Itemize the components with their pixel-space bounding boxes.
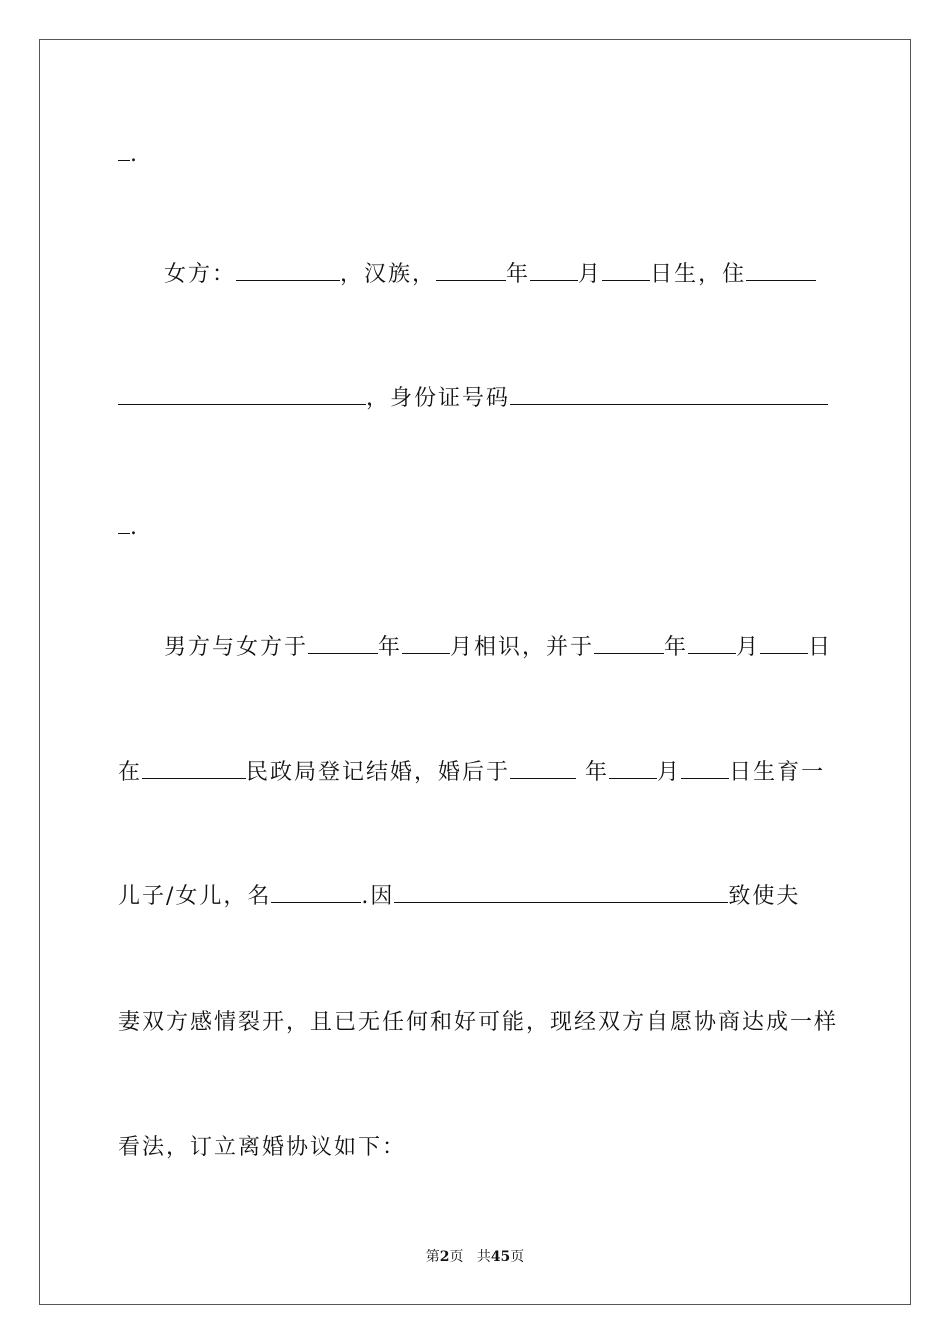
text-segment: . (130, 515, 139, 540)
doc-line-6 (118, 758, 833, 788)
text-segment: 妻双方感情裂开，且已无任何和好可能，现经双方自愿协商达成一样 (118, 1010, 839, 1035)
doc-line-1 (118, 140, 833, 170)
page-border (39, 39, 911, 1305)
text-segment: ，汉族， (340, 262, 437, 287)
text-segment: 年 (664, 635, 689, 660)
doc-line-7 (118, 882, 833, 912)
doc-line-2 (118, 260, 833, 290)
doc-line-4 (118, 513, 833, 543)
text-segment: 致使夫 (728, 884, 801, 909)
blank-field (594, 633, 664, 654)
text-segment: . (130, 142, 139, 167)
text-segment: 女方： (164, 262, 237, 287)
text-segment: 民政局登记结婚，婚后于 (246, 760, 511, 785)
blank-field (510, 758, 576, 779)
page-suffix: 页 (449, 1249, 464, 1265)
text-segment: 在 (118, 760, 143, 785)
blank-field (142, 758, 246, 779)
blank-field (271, 882, 361, 903)
doc-line-8 (118, 1008, 839, 1038)
blank-field (402, 633, 450, 654)
blank-field (530, 260, 578, 281)
blank-field (746, 260, 816, 281)
text-segment: 月 (657, 760, 682, 785)
total-prefix: 共 (476, 1249, 491, 1265)
text-segment: 儿子/女儿，名 (118, 884, 272, 909)
blank-field (510, 384, 828, 405)
blank-field (609, 758, 657, 779)
blank-field (118, 384, 366, 405)
text-segment: 月 (578, 262, 603, 287)
blank-field (236, 260, 340, 281)
doc-line-3 (118, 384, 833, 414)
blank-field (688, 633, 736, 654)
text-segment: 日 (808, 635, 833, 660)
text-segment: 年 (506, 262, 531, 287)
blank-field (308, 633, 378, 654)
text-segment: 男方与女方于 (164, 635, 309, 660)
blank-field (760, 633, 808, 654)
text-segment: ，身份证号码 (366, 386, 511, 411)
blank-field (602, 260, 650, 281)
blank-field (681, 758, 729, 779)
page-number: 2 (439, 1249, 450, 1265)
total-pages: 45 (490, 1249, 511, 1265)
page-footer (0, 1247, 950, 1267)
text-segment: 日生育一 (729, 760, 826, 785)
blank-field (118, 513, 130, 534)
total-suffix: 页 (510, 1249, 525, 1265)
text-segment: 看法，订立离婚协议如下： (118, 1135, 407, 1160)
blank-field (436, 260, 506, 281)
page-prefix: 第 (425, 1249, 440, 1265)
text-segment: 月相识，并于 (450, 635, 595, 660)
text-segment: 年 (378, 635, 403, 660)
text-segment: 年 (585, 760, 610, 785)
text-segment: 月 (736, 635, 761, 660)
text-segment: 日生，住 (650, 262, 747, 287)
doc-line-5 (118, 633, 833, 663)
doc-line-9 (118, 1133, 833, 1163)
blank-field (394, 882, 728, 903)
blank-field (118, 140, 130, 161)
text-segment: .因 (361, 884, 395, 909)
